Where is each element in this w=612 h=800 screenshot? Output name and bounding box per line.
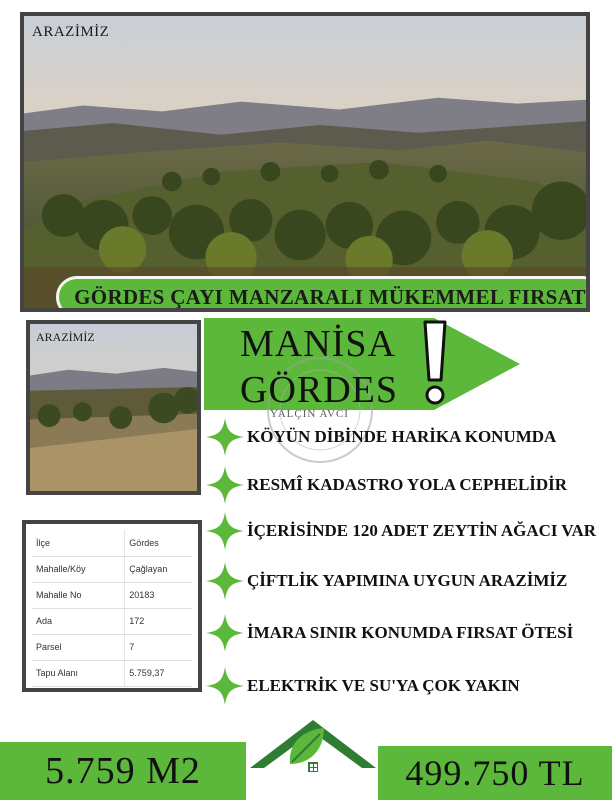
headline-banner: GÖRDES ÇAYI MANZARALI MÜKEMMEL FIRSAT (56, 276, 590, 312)
feature-text: İÇERİSİNDE 120 ADET ZEYTİN AĞACI VAR (247, 521, 597, 540)
main-land-photo (20, 12, 590, 312)
photo-caption: ARAZİMİZ (32, 24, 110, 40)
four-point-star-icon (205, 561, 245, 601)
table-row (32, 660, 192, 686)
feature-text: İMARA SINIR KONUMDA FIRSAT ÖTESİ (247, 623, 574, 642)
four-point-star-icon (205, 465, 245, 505)
four-point-star-icon (205, 613, 245, 653)
secondary-land-photo (26, 320, 201, 495)
feature-item (205, 511, 596, 551)
table-key: Ada (32, 608, 125, 634)
feature-text: ELEKTRİK VE SU'YA ÇOK YAKIN (247, 676, 520, 695)
table-value: Gördes (125, 530, 192, 556)
table-key: Tapu Alanı (32, 660, 125, 686)
four-point-star-icon (205, 666, 245, 706)
area-size-badge: 5.759 M2 (0, 742, 246, 800)
district-name: GÖRDES (240, 369, 399, 411)
table-key: Mahalle No (32, 582, 125, 608)
feature-text: KÖYÜN DİBİNDE HARİKA KONUMDA (247, 427, 557, 446)
feature-text: RESMÎ KADASTRO YOLA CEPHELİDİR (247, 475, 568, 494)
city-name: MANİSA (240, 323, 396, 365)
landscape-image (24, 16, 586, 308)
table-row (32, 608, 192, 634)
feature-item (205, 666, 520, 706)
four-point-star-icon (205, 511, 245, 551)
feature-item (205, 465, 567, 505)
table-key: İlçe (32, 530, 125, 556)
feature-text: ÇİFTLİK YAPIMINA UYGUN ARAZİMİZ (247, 571, 568, 590)
table-value: Çağlayan (125, 556, 192, 582)
table-row (32, 530, 192, 556)
table-row (32, 556, 192, 582)
table-value: 20183 (125, 582, 192, 608)
table-value: 7 (125, 634, 192, 660)
feature-item (205, 613, 573, 653)
exclamation-icon (415, 318, 455, 408)
table-key: Mahalle/Köy (32, 556, 125, 582)
table-value: 172 (125, 608, 192, 634)
watermark-text: YALÇIN AVCI (270, 408, 349, 420)
house-leaf-logo-icon (250, 716, 376, 786)
table-row (32, 582, 192, 608)
feature-item (205, 417, 556, 457)
feature-item (205, 561, 567, 601)
price-badge: 499.750 TL (378, 746, 612, 800)
table-value: 5.759,37 (125, 660, 192, 686)
parcel-info-table (22, 520, 202, 692)
four-point-star-icon (205, 417, 245, 457)
table-key: Parsel (32, 634, 125, 660)
landscape-image-small (30, 324, 197, 491)
table-row (32, 634, 192, 660)
photo-caption-small: ARAZİMİZ (36, 330, 95, 344)
